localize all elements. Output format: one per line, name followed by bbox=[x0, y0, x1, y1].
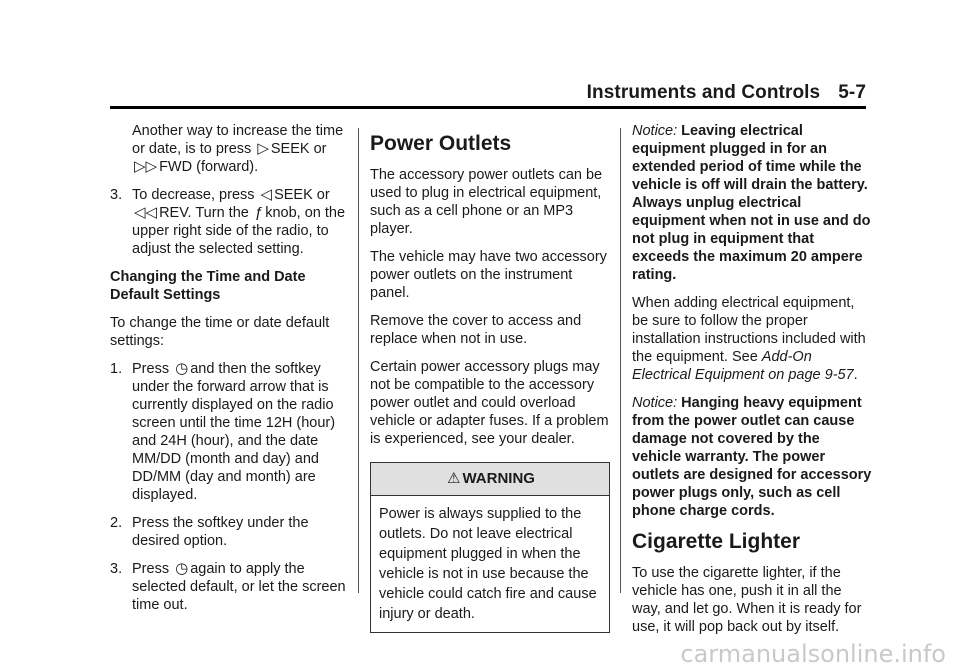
paragraph-intro: To change the time or date default settings: bbox=[110, 315, 330, 349]
clock-icon: ◷ bbox=[175, 560, 189, 577]
paragraph-lighter: To use the cigarette lighter, if the vehicle has one, push it in all the way, and let go. When it is ready for use, it will pop back out by itself. bbox=[632, 565, 862, 635]
heading-power-outlets: Power Outlets bbox=[370, 132, 512, 155]
column-2 bbox=[370, 122, 610, 643]
heading-cigarette-lighter: Cigarette Lighter bbox=[632, 530, 801, 553]
column-divider-2 bbox=[620, 128, 621, 593]
page-number: 5-7 bbox=[838, 82, 866, 103]
warning-header: ⚠ WARNING bbox=[371, 463, 609, 496]
rewind-icon: ◁◁ bbox=[134, 204, 158, 221]
paragraph-outlets-1: The accessory power outlets can be used to plug in electrical equipment, such as a cell phone or an MP3 player. bbox=[370, 167, 603, 237]
subheading-default-settings: Changing the Time and Date Default Settings bbox=[110, 269, 306, 303]
column-3 bbox=[632, 122, 872, 646]
tune-knob-icon: ƒ bbox=[254, 204, 264, 221]
watermark: carmanualsonline.info bbox=[680, 640, 946, 668]
list-item-1-press: 1. Press ◷ and then the softkey under the forward arrow that is currently displayed on the radio screen until the time 12H (hour) and 24H (hour), and the date MM/DD (month and day) and DD/MM (day and month) are displayed. bbox=[110, 360, 336, 503]
column-divider-1 bbox=[358, 128, 359, 593]
clock-icon: ◷ bbox=[175, 360, 189, 377]
header-title-row bbox=[587, 82, 866, 104]
warning-triangle-icon: ⚠ bbox=[447, 470, 461, 487]
warning-body: Power is always supplied to the outlets. Do not leave electrical equipment plugged in when the vehicle is not in use because the vehicle could catch fire and cause injury or death. bbox=[379, 506, 597, 622]
seek-up-icon: ▷ bbox=[257, 140, 269, 157]
paragraph-outlets-3: Remove the cover to access and replace when not in use. bbox=[370, 313, 582, 347]
paragraph-outlets-4: Certain power accessory plugs may not be compatible to the accessory power outlet and could overload vehicle or adapter fuses. If a problem is experienced, see your dealer. bbox=[370, 359, 609, 447]
seek-down-icon: ◁ bbox=[260, 186, 273, 203]
paragraph-outlets-2: The vehicle may have two accessory power outlets on the instrument panel. bbox=[370, 249, 607, 301]
list-item-3-decrease: 3. To decrease, press ◁ SEEK or ◁◁ REV. Turn the ƒ knob, on the upper right side of the radio, to adjust the selected setting. bbox=[110, 186, 346, 257]
notice-battery: Notice: Leaving electrical equipment plugged in for an extended period of time while the vehicle is off will drain the battery. Always unplug electrical equipment when not in use and do not plug in equipment that exceeds the maximum 20 ampere rating. bbox=[632, 123, 871, 283]
page-header bbox=[110, 80, 866, 109]
warning-box bbox=[370, 462, 610, 633]
list-item-2-softkey: 2. Press the softkey under the desired option. bbox=[110, 515, 309, 549]
section-title: Instruments and Controls bbox=[586, 82, 821, 103]
notice-heavy-equipment: Notice: Hanging heavy equipment from the power outlet can cause damage not covered by the vehicle warranty. The power outlets are designed for accessory power plugs only, such as cell phone charge cords. bbox=[632, 395, 872, 519]
list-item-3-apply: 3. Press ◷ again to apply the selected default, or let the screen time out. bbox=[110, 560, 346, 613]
paragraph-increase-time: Another way to increase the time or date, is to press ▷ SEEK or ▷▷ FWD (forward). bbox=[132, 123, 344, 175]
column-1 bbox=[110, 122, 355, 624]
cross-reference-link[interactable]: Add-On Electrical Equipment on page 9-57 bbox=[632, 349, 854, 383]
paragraph-add-on: When adding electrical equipment, be sure to follow the proper installation instructions included with the equipment. See Add-On Electrical Equipment on page 9-57. bbox=[632, 295, 866, 383]
fast-forward-icon: ▷▷ bbox=[134, 158, 158, 175]
